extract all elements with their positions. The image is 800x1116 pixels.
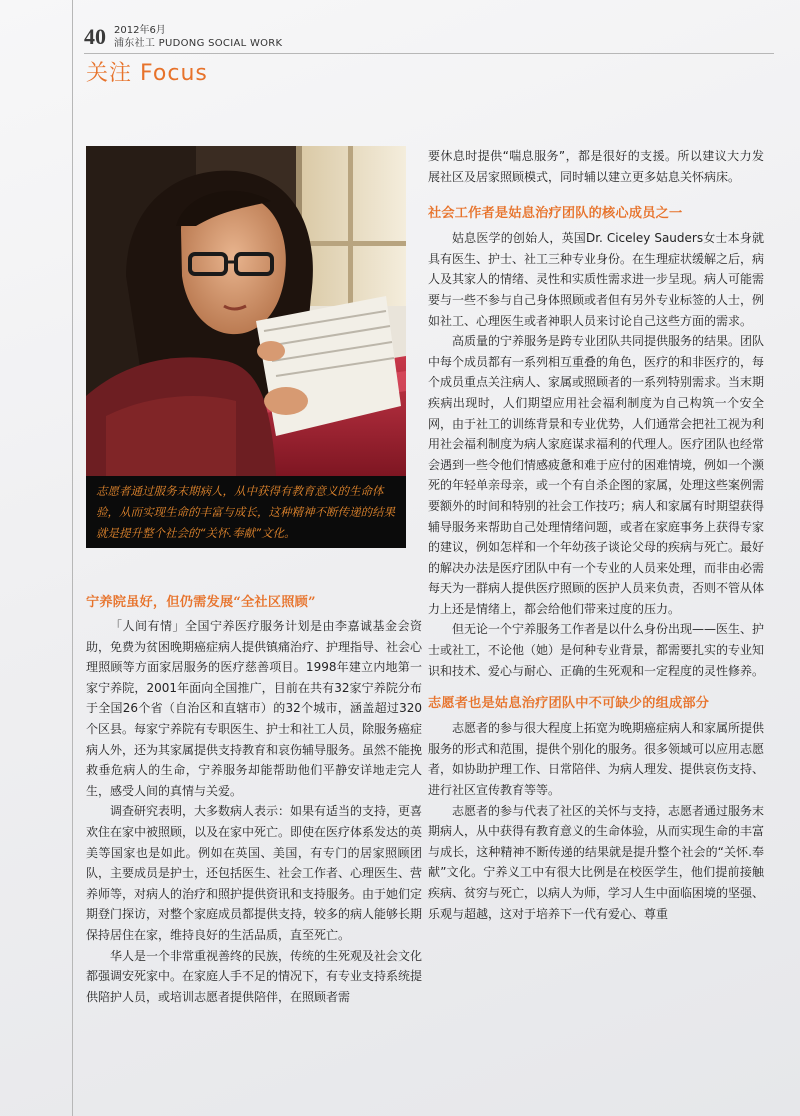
photo-caption-box bbox=[86, 476, 406, 548]
paragraph: 「人间有情」全国宁养医疗服务计划是由李嘉诚基金会资助，免费为贫困晚期癌症病人提供镇痛治疗、护理指导、社会心理照顾等方面家居服务的医疗慈善项目。1998年建立内地第一家宁养院，2001年面向全国推广，目前在共有32家宁养院分布于全国26个省（自治区和直辖市）的32个城市，涵盖超过320个区县。每家宁养院有专职医生、护士和社工人员，除服务癌症病人外，还为其家属提供支持教育和哀伤辅导服务。虽然不能挽救垂危病人的生命，宁养服务却能帮助他们平静安详地走完人生，感受人间的真情与关爱。 bbox=[86, 619, 423, 798]
magazine-name: 浦东社工 PUDONG SOCIAL WORK bbox=[114, 38, 283, 49]
photo-caption: 志愿者通过服务末期病人，从中获得有教育意义的生命体验，从而实现生命的丰富与成长，这种精神不断传递的结果就是提升整个社会的“关怀.奉献”文化。 bbox=[96, 484, 395, 540]
heading-hospice: 宁养院虽好，但仍需发展“全社区照顾” bbox=[86, 595, 316, 610]
header-rule bbox=[84, 53, 774, 54]
right-column bbox=[428, 146, 764, 924]
paragraph: 调查研究表明，大多数病人表示：如果有适当的支持，更喜欢住在家中被照顾，以及在家中死亡。即使在医疗体系发达的英美等国家也是如此。例如在英国、美国，有专门的居家照顾团队，主要成员是护士，还包括医生、社会工作者、心理医生、营养师等，对病人的治疗和照护提供资讯和支持服务。由于她们定期登门探访，对整个家庭成员都提供支持，较多的病人能够长期保持居住在家，维持良好的生活品质，直至死亡。 bbox=[86, 804, 423, 942]
volunteer-reading-illustration bbox=[86, 146, 406, 476]
paragraph: 姑息医学的创始人，英国Dr. Ciceley Sauders女士本身就具有医生、护士、社工三种专业身份。在生理症状缓解之后，病人及其家人的情绪、灵性和实质性需求进一步呈现。病人可能需要与一些不参与自己身体照顾或者但有另外专业标签的人士，例如社工、心理医生或者神职人员来讨论自己这些方面的需求。 bbox=[428, 231, 765, 328]
paragraph: 志愿者的参与代表了社区的关怀与支持，志愿者通过服务末期病人，从中获得有教育意义的生命体验，从而实现生命的丰富与成长，这种精神不断传递的结果就是提升整个社会的“关怀.奉献”文化。宁养义工中有很大比例是在校医学生，他们提前接触疾病、贫穷与死亡，以病人为师，学习人生中面临困境的坚强、乐观与超越，这对于培养下一代有爱心、尊重 bbox=[428, 803, 765, 921]
section-title bbox=[86, 60, 208, 88]
article-photo bbox=[86, 146, 406, 476]
page-number: 40 bbox=[84, 24, 106, 49]
paragraph: 志愿者的参与很大程度上拓宽为晚期癌症病人和家属所提供服务的形式和范围，提供个别化的服务。很多领域可以应用志愿者，如协助护理工作、日常陪伴、为病人理发、提供哀伤支持、进行社区宣传教育等等。 bbox=[428, 721, 765, 798]
heading-social-workers: 社会工作者是姑息治疗团队的核心成员之一 bbox=[428, 206, 683, 222]
issue-date: 2012年6月 bbox=[114, 25, 166, 36]
paragraph: 高质量的宁养服务是跨专业团队共同提供服务的结果。团队中每个成员都有一系列相互重叠的角色，医疗的和非医疗的，每个成员重点关注病人、家属或照顾者的一系列特别需求。当末期疾病出现时，人们期望应用社会福利制度为自己构筑一个安全网，由于社工的训练背景和专业优势，人们通常会把社工视为利用社会福利制度为病人家庭谋求福利的代理人。医疗团队也经常会遇到一些令他们情感疲惫和难于应付的困难情境，例如一个濒死的年轻单亲母亲，或一个有自杀企图的家属，处理这些案例需要额外的时间和特别的社会工作技巧；病人和家属有时期望获得辅导服务来帮助自己处理情绪问题，或者在家庭事务上获得专家的建议，例如怎样和一个年幼孩子谈论父母的疾病与死亡。最好的解决办法是医疗团队中有一个专业的人员来处理，而非由必需每天为一群病人提供医疗照顾的医护人员来负责，否则不管从体力上还是情绪上，都会给他们带来过度的压力。 bbox=[428, 334, 765, 616]
paragraph: 华人是一个非常重视善终的民族，传统的生死观及社会文化都强调安死家中。在家庭人手不足的情况下，有专业支持系统提供陪护人员，或培训志愿者提供陪伴，在照顾者需 bbox=[86, 948, 423, 1004]
paragraph: 但无论一个宁养服务工作者是以什么身份出现——医生、护士或社工，不论他（她）是何种专业背景，都需要扎实的专业知识和技术、爱心与耐心、正确的生死观和一定程度的灵性修养。 bbox=[428, 622, 765, 678]
section-title-en: Focus bbox=[140, 61, 208, 86]
paragraph-continued: 要休息时提供“喘息服务”，都是很好的支援。所以建议大力发展社区及居家照顾模式，同时辅以建立更多姑息关怀病床。 bbox=[428, 149, 764, 184]
heading-volunteers: 志愿者也是姑息治疗团队中不可缺少的组成部分 bbox=[428, 696, 710, 712]
left-column bbox=[86, 592, 422, 1007]
margin-rule bbox=[72, 0, 73, 1116]
section-title-cn: 关注 bbox=[86, 61, 133, 86]
